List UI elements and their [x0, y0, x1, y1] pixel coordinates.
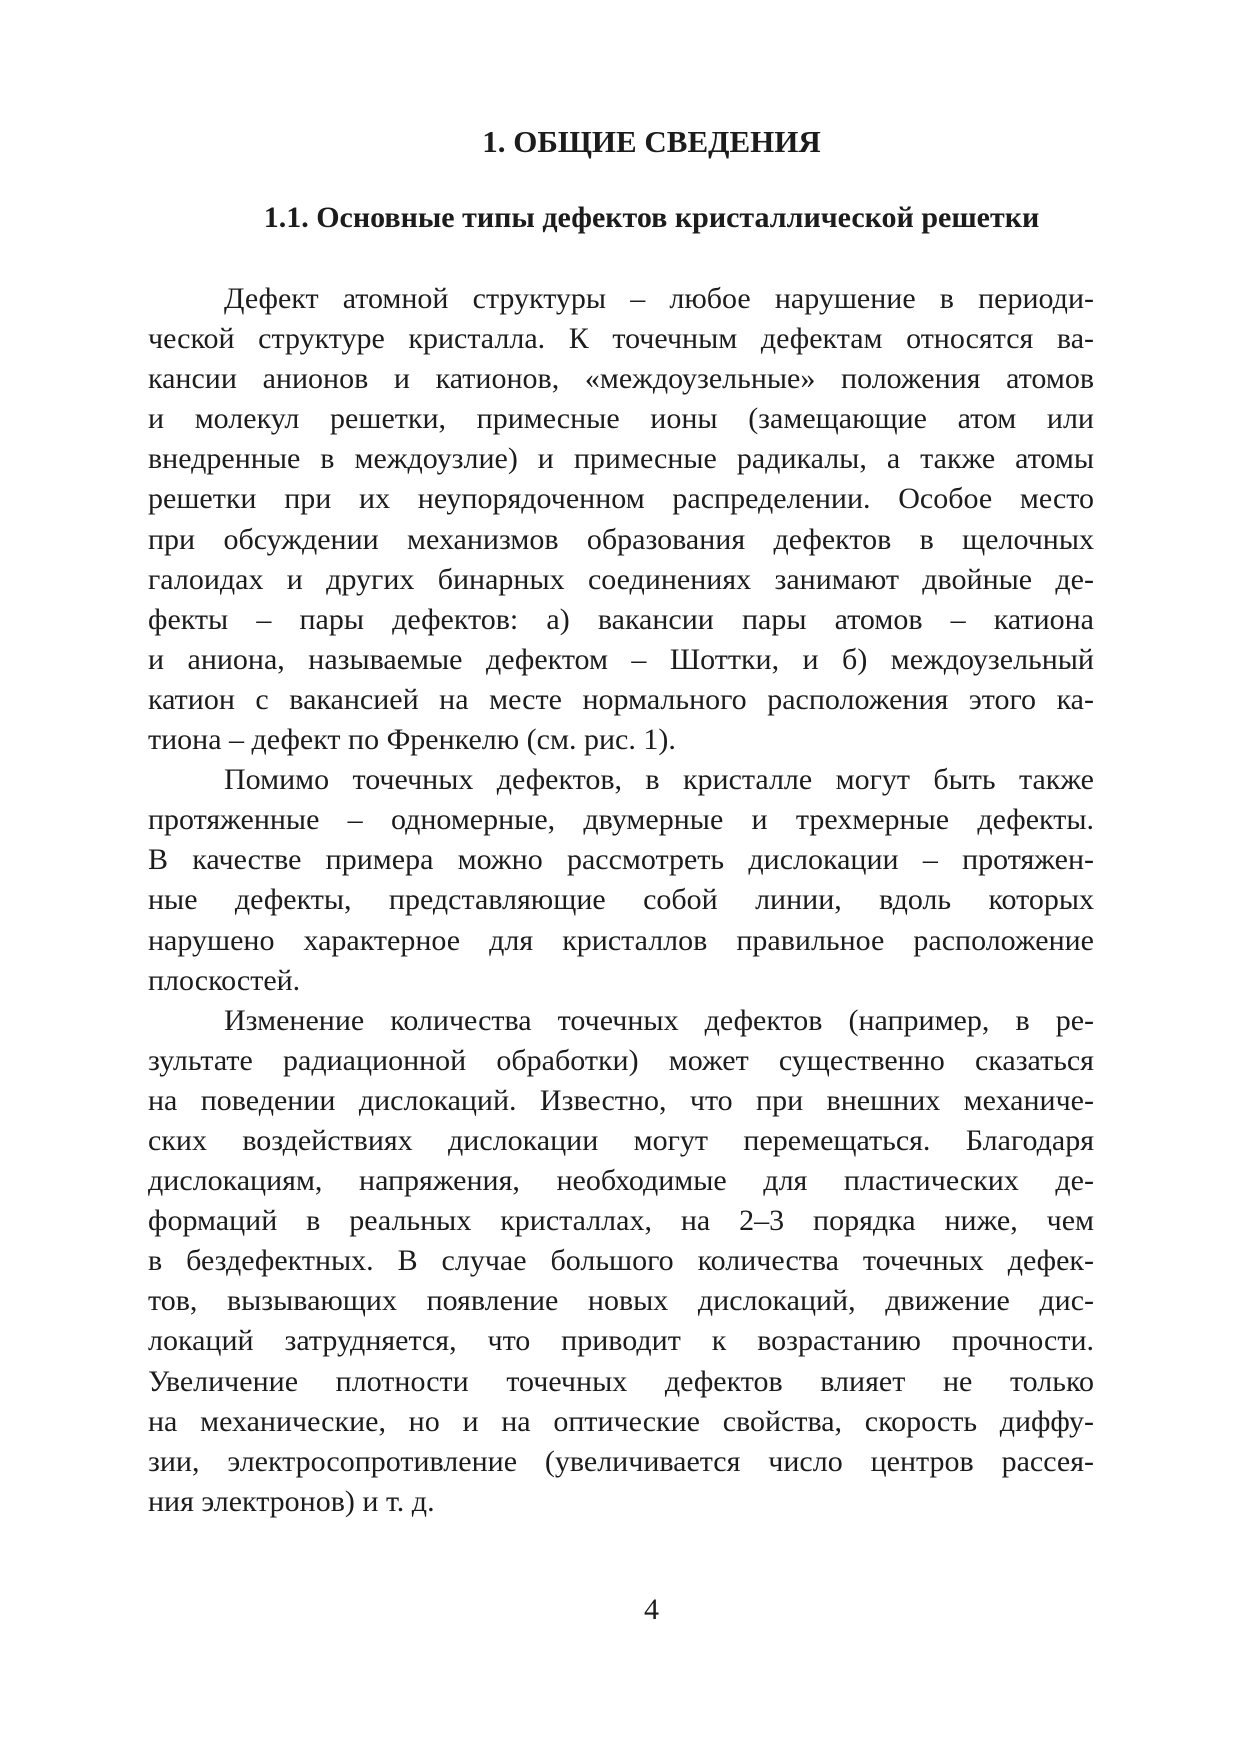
text-line: ния электронов) и т. д.: [148, 1484, 435, 1518]
text-line: кансии анионов и катионов, «междоузельные» положения атомов: [148, 362, 1094, 396]
paragraph-3: [148, 1001, 1094, 1522]
text-line: Увеличение плотности точечных дефектов влияет не только: [148, 1364, 1094, 1398]
text-line: тов, вызывающих появление новых дислокаций, движение дис-: [148, 1284, 1094, 1318]
text-line: в бездефектных. В случае большого количества точечных дефек-: [148, 1244, 1094, 1278]
text-line: решетки при их неупорядоченном распределении. Особое место: [148, 482, 1094, 516]
section-title: 1.1. Основные типы дефектов кристаллической решетки: [263, 201, 1040, 234]
page-number: 4: [644, 1593, 659, 1626]
chapter-title: 1. ОБЩИЕ СВЕДЕНИЯ: [482, 124, 821, 159]
text-line: локаций затрудняется, что приводит к возрастанию прочности.: [148, 1324, 1094, 1358]
text-line: и молекул решетки, примесные ионы (замещающие атом или: [148, 402, 1094, 436]
paragraph-1: [148, 279, 1094, 760]
text-line: катион с вакансией на месте нормального расположения этого ка-: [148, 682, 1094, 716]
text-line: тиона – дефект по Френкелю (см. рис. 1).: [148, 723, 676, 757]
text-line: ских воздействиях дислокации могут перемещаться. Благодаря: [148, 1123, 1094, 1157]
text-line: зии, электросопротивление (увеличивается число центров рассея-: [148, 1444, 1094, 1478]
paragraph-2: [148, 760, 1094, 1001]
text-line: Изменение количества точечных дефектов (например, в ре-: [224, 1003, 1094, 1037]
text-line: ные дефекты, представляющие собой линии, вдоль которых: [148, 883, 1094, 917]
body-text: [148, 279, 1094, 1522]
text-line: и аниона, называемые дефектом – Шоттки, и б) междоузельный: [148, 642, 1094, 676]
text-line: ческой структуре кристалла. К точечным дефектам относятся ва-: [148, 322, 1094, 356]
text-line: протяженные – одномерные, двумерные и трехмерные дефекты.: [148, 803, 1094, 837]
text-line: фекты – пары дефектов: а) вакансии пары атомов – катиона: [148, 602, 1094, 636]
text-line: В качестве примера можно рассмотреть дислокации – протяжен-: [148, 843, 1094, 877]
text-line: нарушено характерное для кристаллов правильное расположение: [148, 923, 1094, 957]
text-line: Дефект атомной структуры – любое нарушение в периоди-: [224, 282, 1094, 315]
text-line: дислокациям, напряжения, необходимые для пластических де-: [148, 1164, 1094, 1198]
text-line: Помимо точечных дефектов, в кристалле могут быть также: [224, 763, 1094, 797]
text-line: на механические, но и на оптические свойства, скорость диффу-: [148, 1404, 1094, 1438]
text-line: внедренные в междоузлие) и примесные радикалы, а также атомы: [148, 442, 1094, 476]
text-line: зультате радиационной обработки) может существенно сказаться: [148, 1043, 1094, 1077]
text-line: формаций в реальных кристаллах, на 2–3 порядка ниже, чем: [148, 1204, 1094, 1238]
text-line: галоидах и других бинарных соединениях занимают двойные де-: [148, 562, 1094, 596]
text-line: при обсуждении механизмов образования дефектов в щелочных: [148, 522, 1094, 556]
text-line: плоскостей.: [148, 963, 301, 997]
text-line: на поведении дислокаций. Известно, что при внешних механиче-: [148, 1083, 1094, 1117]
